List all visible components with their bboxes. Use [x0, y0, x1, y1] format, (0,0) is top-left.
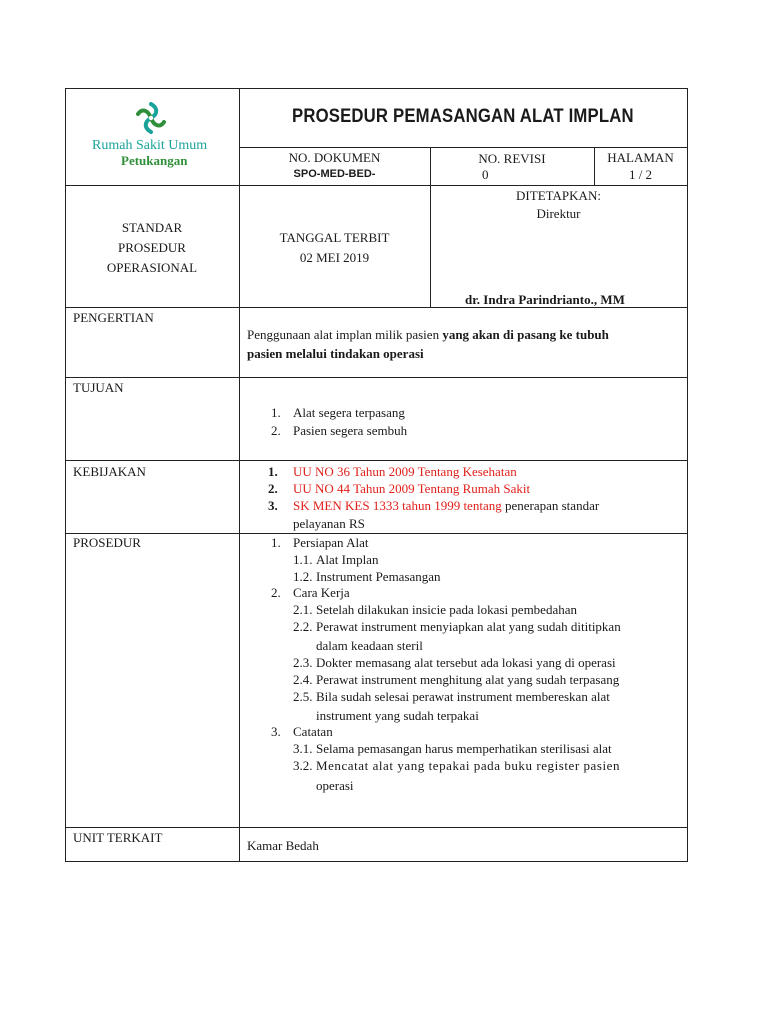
- prosedur-substep: Perawat instrument menyiapkan alat yang sudah dititipkan: [316, 619, 621, 634]
- pengertian-text-bold: yang akan di pasang ke tubuh: [442, 327, 609, 342]
- prosedur-substep-cont: operasi: [316, 778, 354, 793]
- no-revisi-label: NO. REVISI: [478, 151, 546, 166]
- pengertian-text-bold-cont: pasien melalui tindakan operasi: [247, 346, 424, 361]
- prosedur-substep-num: 2.4.: [293, 672, 313, 687]
- prosedur-substep: Alat Implan: [316, 552, 379, 567]
- table-divider: [239, 88, 240, 862]
- prosedur-substep-num: 2.1.: [293, 602, 313, 617]
- logo-line2: Petukangan: [121, 153, 188, 168]
- prosedur-substep: Bila sudah selesai perawat instrument membereskan alat: [316, 689, 610, 704]
- table-divider: [65, 185, 688, 186]
- prosedur-substep-cont: instrument yang sudah terpakai: [316, 708, 479, 723]
- spo-label-line3: OPERASIONAL: [106, 260, 198, 275]
- no-revisi-value: 0: [482, 167, 489, 182]
- table-border-bottom: [65, 861, 688, 862]
- no-dokumen-value: SPO-MED-BED-: [293, 168, 376, 180]
- logo-line1: Rumah Sakit Umum: [92, 138, 208, 153]
- tujuan-item: Pasien segera sembuh: [293, 423, 408, 438]
- table-divider: [239, 147, 688, 148]
- table-divider: [430, 147, 431, 307]
- kebijakan-item-black: penerapan standar: [501, 498, 600, 513]
- prosedur-substep-num: 3.1.: [293, 741, 313, 756]
- hospital-logo-icon: [134, 102, 168, 138]
- table-divider: [65, 827, 688, 828]
- ditetapkan-name: dr. Indra Parindrianto., MM: [465, 292, 625, 307]
- prosedur-step: Cara Kerja: [293, 585, 350, 600]
- table-divider: [65, 377, 688, 378]
- prosedur-substep-num: 1.1.: [293, 552, 313, 567]
- tujuan-item-num: 1.: [271, 405, 281, 420]
- kebijakan-item: UU NO 36 Tahun 2009 Tentang Kesehatan: [293, 464, 517, 479]
- prosedur-substep-num: 2.3.: [293, 655, 313, 670]
- tujuan-label: TUJUAN: [73, 380, 124, 395]
- prosedur-substep-num: 2.2.: [293, 619, 313, 634]
- no-dokumen-label: NO. DOKUMEN: [288, 150, 381, 165]
- spo-label-line1: STANDAR: [121, 220, 183, 235]
- kebijakan-item-num: 2.: [268, 481, 278, 496]
- prosedur-substep: Instrument Pemasangan: [316, 569, 441, 584]
- prosedur-step-num: 1.: [271, 535, 281, 550]
- table-divider: [65, 460, 688, 461]
- prosedur-substep: Perawat instrument menghitung alat yang sudah terpasang: [316, 672, 620, 687]
- halaman-label: HALAMAN: [607, 150, 674, 165]
- spo-label-line2: PROSEDUR: [118, 240, 186, 255]
- prosedur-substep-num: 2.5.: [293, 689, 313, 704]
- kebijakan-item-cont: pelayanan RS: [293, 516, 365, 531]
- kebijakan-item: [293, 497, 599, 514]
- prosedur-step-num: 2.: [271, 585, 281, 600]
- table-border-right: [687, 88, 688, 862]
- prosedur-step: Persiapan Alat: [293, 535, 369, 550]
- tujuan-item-num: 2.: [271, 423, 281, 438]
- ditetapkan-role: Direktur: [536, 206, 581, 221]
- unit-terkait-value: Kamar Bedah: [247, 838, 319, 853]
- prosedur-substep-num: 3.2.: [293, 758, 313, 773]
- kebijakan-label: KEBIJAKAN: [73, 464, 146, 479]
- prosedur-substep: Dokter memasang alat tersebut ada lokasi yang di operasi: [316, 655, 616, 670]
- document-title: PROSEDUR PEMASANGAN ALAT IMPLAN: [292, 106, 634, 127]
- prosedur-substep: Selama pemasangan harus memperhatikan sterilisasi alat: [316, 741, 612, 756]
- tanggal-terbit-label: TANGGAL TERBIT: [279, 230, 390, 245]
- prosedur-step-num: 3.: [271, 724, 281, 739]
- pengertian-text: [247, 326, 683, 343]
- table-border-left: [65, 88, 66, 862]
- halaman-value: 1 / 2: [628, 167, 653, 182]
- pengertian-text-normal: Penggunaan alat implan milik pasien: [247, 327, 443, 342]
- ditetapkan-label: DITETAPKAN:: [516, 188, 601, 203]
- pengertian-label: PENGERTIAN: [73, 310, 154, 325]
- tujuan-item: Alat segera terpasang: [293, 405, 405, 420]
- prosedur-label: PROSEDUR: [73, 535, 141, 550]
- tanggal-terbit-value: 02 MEI 2019: [299, 250, 370, 265]
- table-divider: [65, 533, 688, 534]
- prosedur-substep-num: 1.2.: [293, 569, 313, 584]
- prosedur-step: Catatan: [293, 724, 333, 739]
- kebijakan-item: UU NO 44 Tahun 2009 Tentang Rumah Sakit: [293, 481, 531, 496]
- prosedur-substep: Setelah dilakukan insicie pada lokasi pembedahan: [316, 602, 577, 617]
- table-border-top: [65, 88, 688, 89]
- kebijakan-item-num: 3.: [268, 498, 278, 513]
- unit-terkait-label: UNIT TERKAIT: [73, 830, 163, 845]
- kebijakan-item-num: 1.: [268, 464, 278, 479]
- prosedur-substep-cont: dalam keadaan steril: [316, 638, 423, 653]
- prosedur-substep: Mencatat alat yang tepakai pada buku register pasien: [316, 758, 621, 773]
- kebijakan-item-red: SK MEN KES 1333 tahun 1999 tentang: [293, 498, 502, 513]
